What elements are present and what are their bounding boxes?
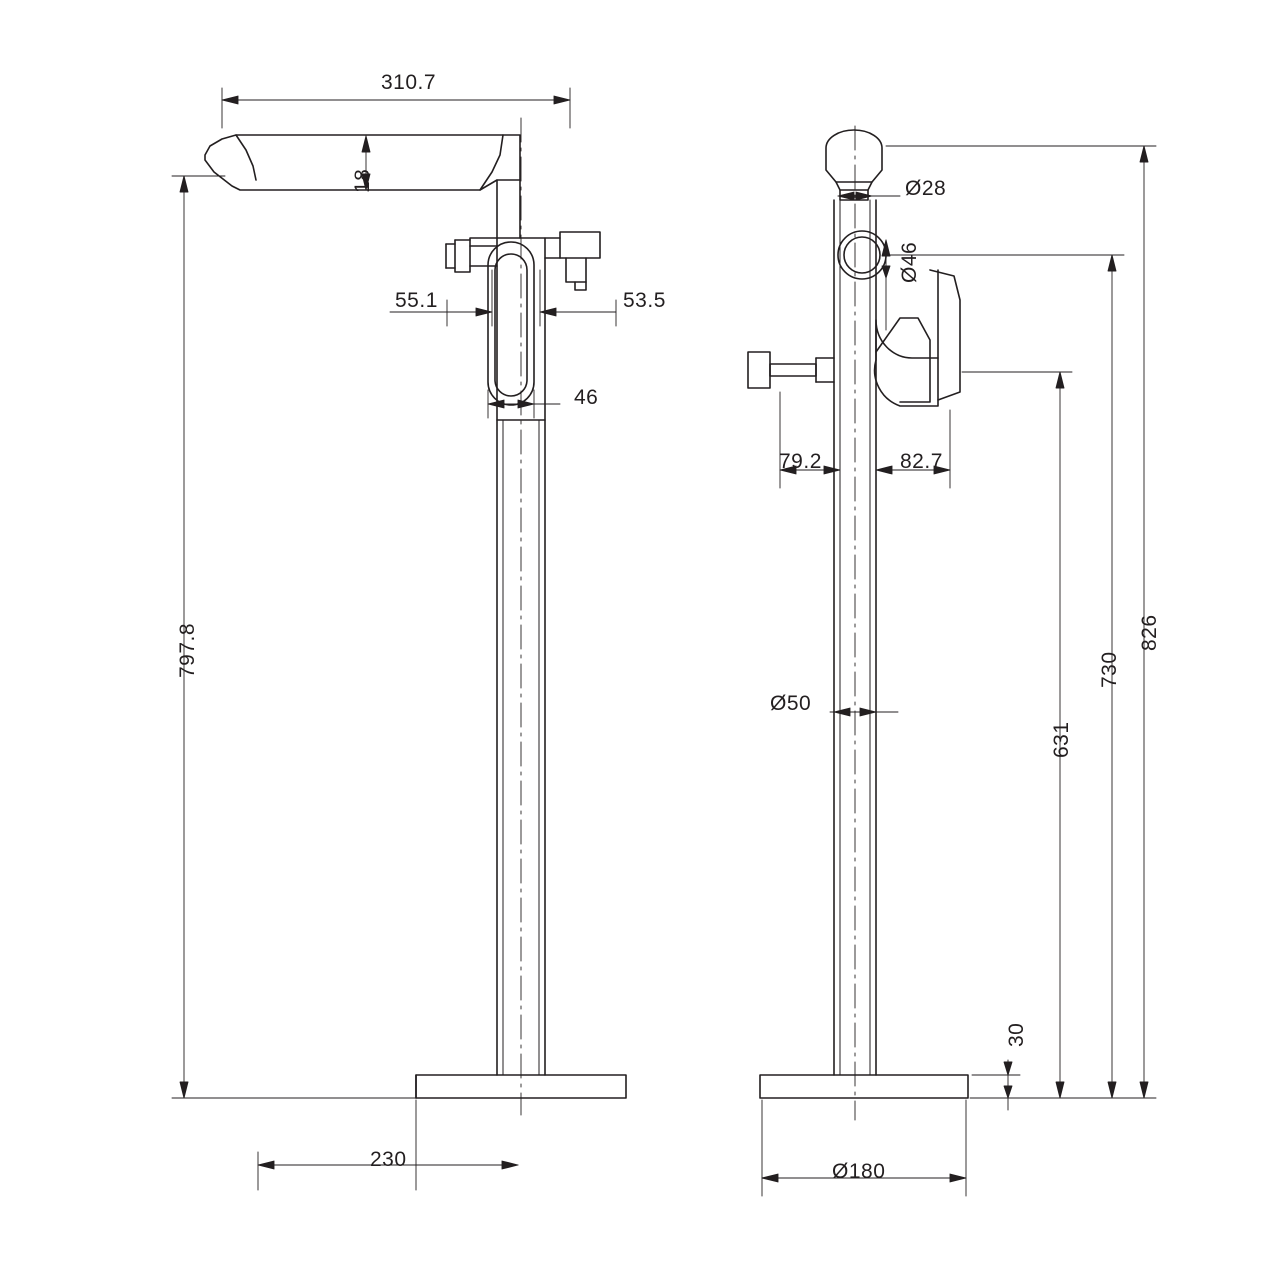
dimension-label-base-dia: Ø180 [832, 1160, 886, 1183]
dimension-label-handle-width: 46 [574, 386, 599, 409]
dimension-label-lever-offset: 82.7 [900, 450, 943, 473]
dimension-label-total-height: 797.8 [176, 622, 199, 678]
dimension-label-handle-left-offset: 55.1 [395, 289, 438, 312]
dimension-label-spout-reach: 310.7 [381, 71, 437, 94]
dimension-label-overall-height: 826 [1138, 614, 1161, 651]
front-dimensions [172, 88, 616, 1190]
dimension-label-lever-height: 631 [1050, 721, 1073, 758]
dimension-label-shower-outlet-height: 730 [1098, 651, 1121, 688]
dimension-label-handle-right-offset: 53.5 [623, 289, 666, 312]
dimension-label-spout-lip-height: 18 [351, 168, 374, 193]
dimension-label-base-width: 230 [370, 1148, 407, 1171]
dimension-label-base-height: 30 [1005, 1022, 1028, 1047]
front-view-geometry [205, 135, 626, 1098]
dimension-label-hose-outlet-offset: 79.2 [779, 450, 822, 473]
dimension-label-outlet-dia: Ø28 [905, 177, 947, 200]
side-dimensions [762, 146, 1156, 1196]
side-view-geometry [748, 130, 968, 1098]
dimension-label-column-dia: Ø50 [770, 692, 812, 715]
dimension-label-handle-dia: Ø46 [898, 241, 921, 283]
